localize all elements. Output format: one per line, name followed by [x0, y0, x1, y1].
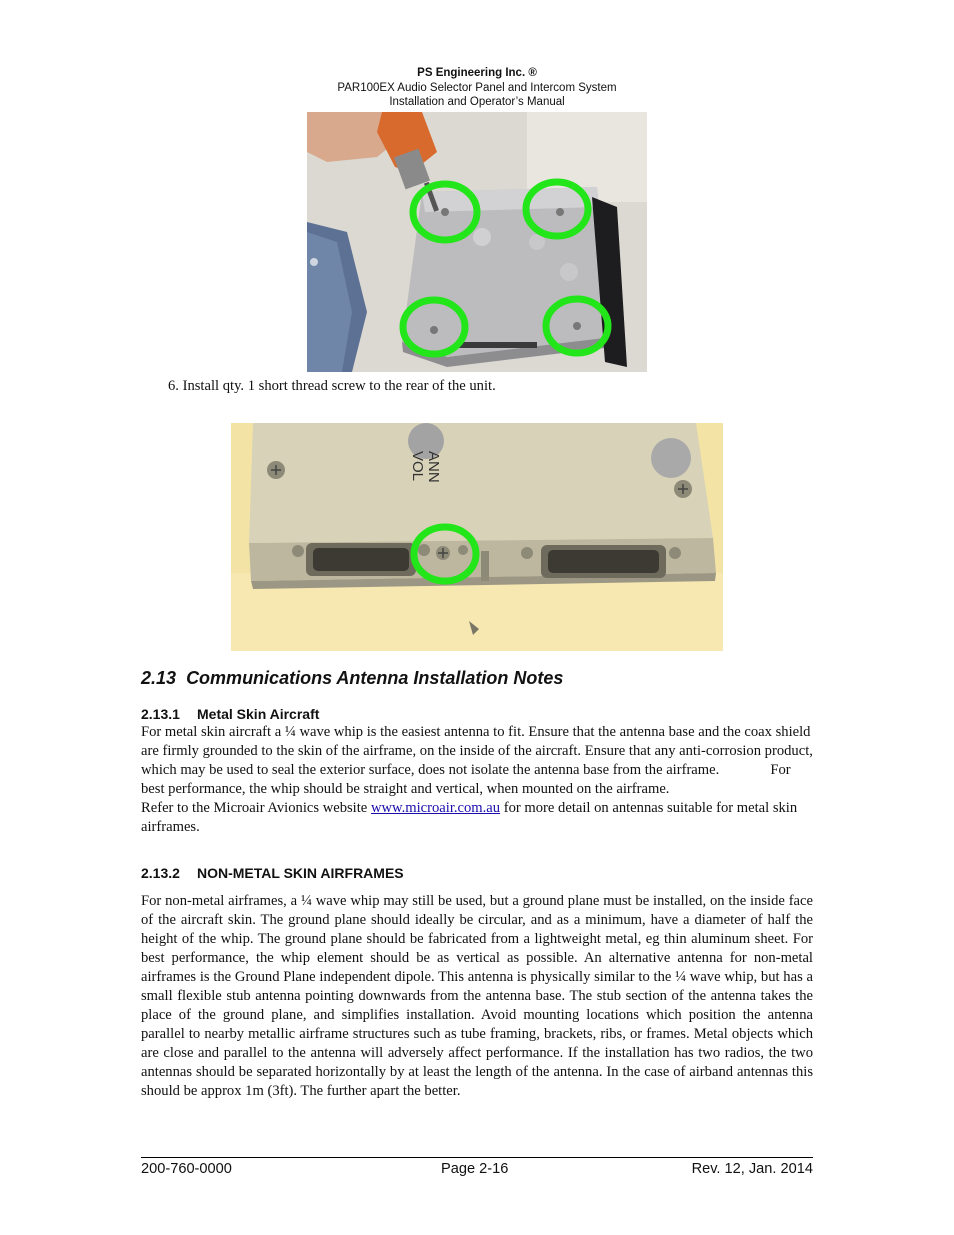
subsection-1-number: 2.13.1: [141, 706, 180, 722]
subsection-1-paragraph-1: For metal skin aircraft a ¼ wave whip is the easiest antenna to fit. Ensure that the antenna base and the coax shield are firmly grounded to the skin of the airframe, on the inside of the aircraft. Ensure that any anti-corrosion product, which may be used to seal the exterior surface, does not isolate the antenna base from the airframe.: [141, 724, 813, 778]
footer-doc-number: 200-760-0000: [141, 1161, 232, 1177]
section-heading: [141, 668, 563, 689]
section-number: 2.13: [141, 668, 177, 688]
step-6-text: 6. Install qty. 1 short thread screw to the rear of the unit.: [168, 378, 496, 394]
subsection-2-title: NON-METAL SKIN AIRFRAMES: [197, 865, 404, 881]
header-company: PS Engineering Inc. ®: [417, 67, 537, 79]
subsection-1-title: Metal Skin Aircraft: [197, 706, 320, 722]
header-manual: Installation and Operator’s Manual: [389, 96, 565, 108]
subsection-2-heading: [141, 865, 404, 881]
subsection-1-paragraph-2-after: for more detail on antennas suitable for metal skin airframes.: [141, 800, 798, 835]
subsection-1-heading: [141, 706, 319, 722]
rear-label-vol: VOL: [409, 451, 426, 482]
header-product: PAR100EX Audio Selector Panel and Intercom System: [337, 82, 617, 94]
footer-page: Page 2-16: [441, 1161, 509, 1177]
subsection-1-body: [141, 723, 813, 837]
subsection-1-paragraph-1b: For best performance, the whip should be straight and vertical, when mounted on the airframe.: [141, 762, 791, 797]
rear-label-ann: ANN: [425, 451, 442, 483]
photo-unit-top-screws: [307, 112, 647, 372]
footer-revision: Rev. 12, Jan. 2014: [691, 1161, 813, 1177]
microair-website-link[interactable]: www.microair.com.au: [370, 800, 501, 816]
footer-rule: [141, 1157, 813, 1158]
subsection-2-paragraph: For non-metal airframes, a ¼ wave whip may still be used, but a ground plane must be installed, on the inside face of the aircraft skin. The ground plane should ideally be circular, and as a minimum, have a diameter of half the height of the whip. The ground plane should be fabricated from a lightweight metal, eg thin aluminum sheet. For best performance, the whip element should be as vertical as possible. An alternative antenna for non-metal airframes is the Ground Plane independent dipole. This antenna is physically similar to the ¼ wave whip, but has a small flexible stub antenna pointing downwards from the antenna base. The stub section of the antenna takes the place of the ground plane, and simplifies installation. Avoid mounting locations which position the antenna parallel to nearby metallic airframe structures such as tube framing, brackets, ribs, or frames. Metal objects which are close and parallel to the antenna will adversely affect performance. If the installation has two radios, the two antennas should be separated horizontally by at least the length of the antenna. In the case of airband antennas this should be approx 1m (3ft). The further apart the better.: [141, 893, 813, 1099]
section-title: Communications Antenna Installation Notes: [186, 668, 564, 688]
photo-unit-rear-screw: [231, 423, 723, 651]
subsection-2-number: 2.13.2: [141, 865, 180, 881]
subsection-1-paragraph-2-before: Refer to the Microair Avionics website: [141, 800, 371, 816]
